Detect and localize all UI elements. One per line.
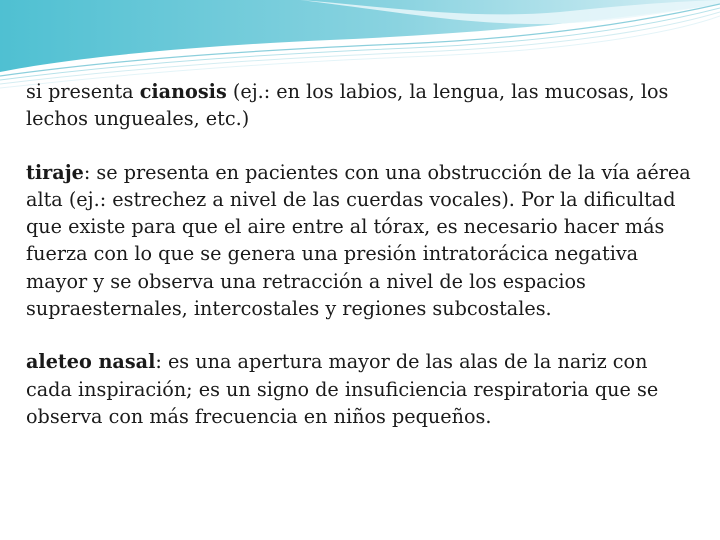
term-aleteo-nasal: aleteo nasal — [26, 350, 156, 374]
slide-body — [26, 78, 698, 456]
cianosis-prefix: si presenta — [26, 80, 140, 103]
term-cianosis: cianosis — [139, 80, 227, 103]
term-tiraje: tiraje — [26, 160, 84, 184]
paragraph-cianosis — [26, 78, 698, 133]
aleteo-text: : es una apertura mayor de las alas de la nariz con cada inspiración; es un signo de insuficiencia respiratoria que se observa con más frecuencia en niños pequeños. — [26, 350, 659, 428]
paragraph-tiraje — [26, 159, 698, 323]
tiraje-text: : se presenta en pacientes con una obstrucción de la vía aérea alta (ej.: estrechez a nivel de las cuerdas vocales). Por la dificultad que existe para que el aire entre al tórax, es necesario hacer más fuerza con lo que se genera una presión intratorácica negativa mayor y se observa una retracción a nivel de los espacios supraesternales, intercostales y regiones subcostales. — [26, 160, 691, 321]
paragraph-aleteo-nasal — [26, 348, 698, 430]
cianosis-text: (ej.: en los labios, la lengua, las mucosas, los lechos ungueales, etc.) — [26, 80, 669, 131]
header-wave-decoration — [0, 0, 720, 90]
